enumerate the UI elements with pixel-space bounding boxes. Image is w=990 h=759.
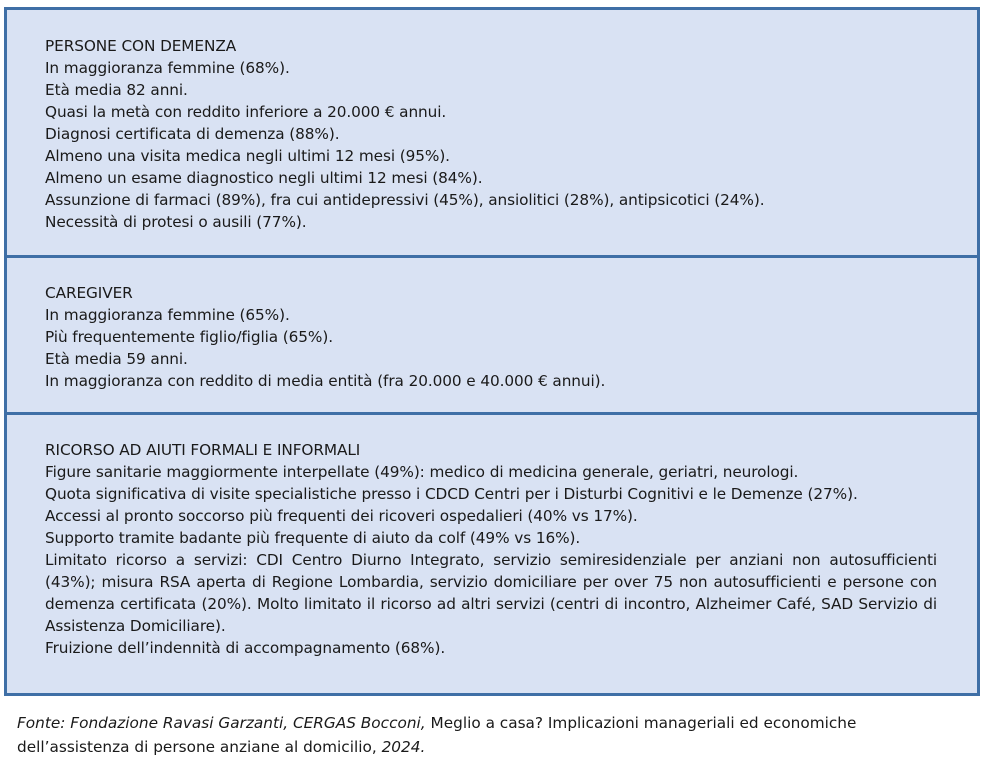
section-line: In maggioranza femmine (68%). [45,59,290,77]
section-line: Fruizione dell’indennità di accompagnamento (68%). [45,639,446,657]
section-line: In maggioranza con reddito di media entità (fra 20.000 e 40.000 € annui). [45,372,606,390]
source-caption [17,711,917,759]
section-line: Almeno una visita medica negli ultimi 12 mesi (95%). [45,147,450,165]
section-heading: PERSONE CON DEMENZA [45,37,237,55]
section-line: Diagnosi certificata di demenza (88%). [45,125,340,143]
section-line: Più frequentemente figlio/figlia (65%). [45,328,333,346]
section-line: Almeno un esame diagnostico negli ultimi 12 mesi (84%). [45,169,483,187]
summary-table [4,7,980,696]
section-line: Accessi al pronto soccorso più frequenti dei ricoveri ospedalieri (40% vs 17%). [45,507,638,525]
section-paragraph: Quota significativa di visite specialistiche presso i CDCD Centri per i Disturbi Cognitivi e le Demenze (27%). [45,485,858,503]
source-year: 2024. [381,738,426,756]
section-line: Età media 82 anni. [45,81,188,99]
section-caregiver [7,255,977,412]
section-persone-con-demenza [7,10,977,255]
source-authors: Fondazione Ravasi Garzanti, CERGAS Bocconi, [70,714,426,732]
section-line: Quasi la metà con reddito inferiore a 20.000 € annui. [45,103,447,121]
section-line: In maggioranza femmine (65%). [45,306,290,324]
section-heading: RICORSO AD AIUTI FORMALI E INFORMALI [45,441,361,459]
source-title: Meglio a casa? Implicazioni manageriali ed economiche dell’assistenza di persone anziane al domicilio, [17,714,857,756]
section-ricorso-ad-aiuti [7,412,977,699]
section-paragraph: Limitato ricorso a servizi: CDI Centro Diurno Integrato, servizio semiresidenziale per anziani non autosufficienti (43%); misura RSA aperta di Regione Lombardia, servizio domiciliare per over 75 non autosufficienti e persone con demenza certificata (20%). Molto limitato il ricorso ad altri servizi (centri di incontro, Alzheimer Café, SAD Servizio di Assistenza Domiciliare). [45,551,937,635]
section-line: Necessità di protesi o ausili (77%). [45,213,307,231]
section-line: Assunzione di farmaci (89%), fra cui antidepressivi (45%), ansiolitici (28%), antipsicotici (24%). [45,191,765,209]
section-line: Supporto tramite badante più frequente di aiuto da colf (49% vs 16%). [45,529,581,547]
section-line: Figure sanitarie maggiormente interpellate (49%): medico di medicina generale, geriatri, neurologi. [45,463,799,481]
source-label: Fonte: [17,714,66,732]
section-line: Età media 59 anni. [45,350,188,368]
section-heading: CAREGIVER [45,284,133,302]
